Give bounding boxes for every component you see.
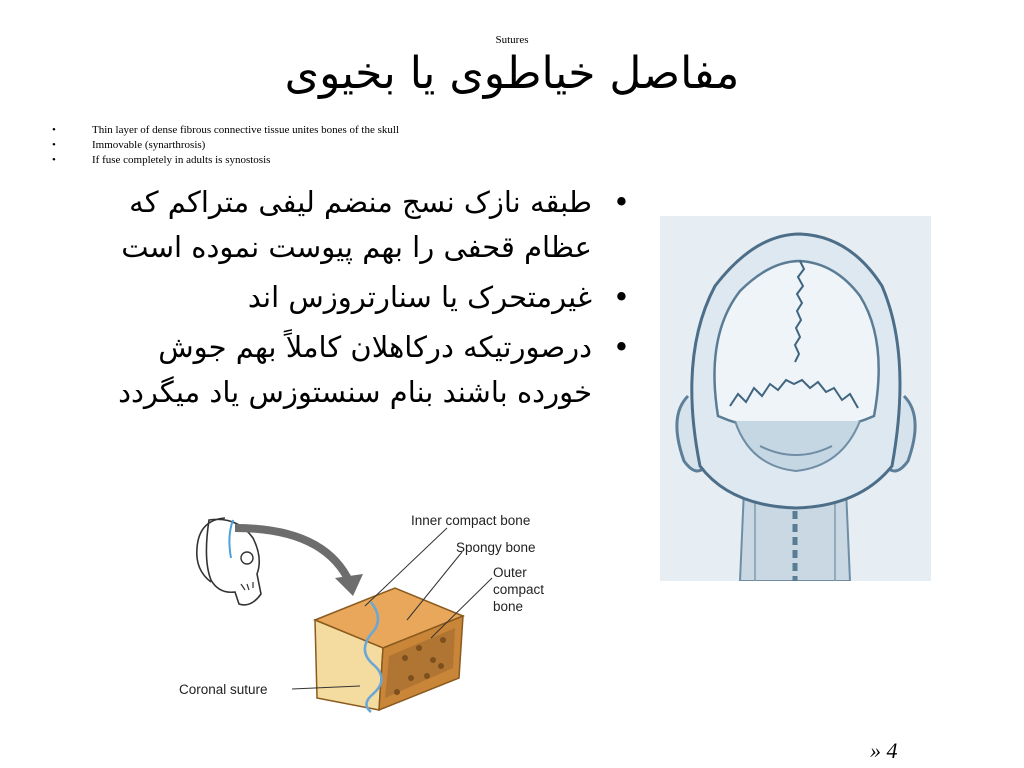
skull-sutures-illustration — [660, 216, 931, 581]
page-number: » 4 — [870, 738, 898, 763]
label-outer-compact-bone-1: Outer — [493, 565, 527, 580]
label-coronal-suture: Coronal suture — [179, 682, 268, 697]
persian-bullet-list — [80, 180, 640, 420]
label-inner-compact-bone: Inner compact bone — [411, 513, 531, 528]
persian-bullet: • درصورتیکه درکاهلان کاملاً بهم جوش خورده باشند بنام سنستوزس یاد میگردد — [80, 325, 640, 415]
bone-section-figure — [175, 508, 575, 723]
persian-bullet: • غیرمتحرک یا سنارتروزس اند — [80, 275, 640, 320]
english-bullet: • If fuse completely in adults is synostosis — [52, 153, 399, 168]
label-outer-compact-bone-2: compact — [493, 582, 545, 597]
slide-subtitle: Sutures — [495, 34, 529, 46]
slide-title: مفاصل خیاطوی یا بخیوی — [284, 48, 740, 99]
english-bullet: • Immovable (synarthrosis) — [52, 138, 399, 153]
label-spongy-bone: Spongy bone — [456, 540, 536, 555]
skull-drawing — [660, 216, 931, 581]
persian-bullet: • طبقه نازک نسج منضم لیفی متراکم که عظام قحفی را بهم پیوست نموده است — [80, 180, 640, 270]
english-bullet: • Thin layer of dense fibrous connective tissue unites bones of the skull — [52, 123, 399, 138]
english-bullet-list — [52, 123, 399, 168]
label-outer-compact-bone-3: bone — [493, 599, 524, 614]
